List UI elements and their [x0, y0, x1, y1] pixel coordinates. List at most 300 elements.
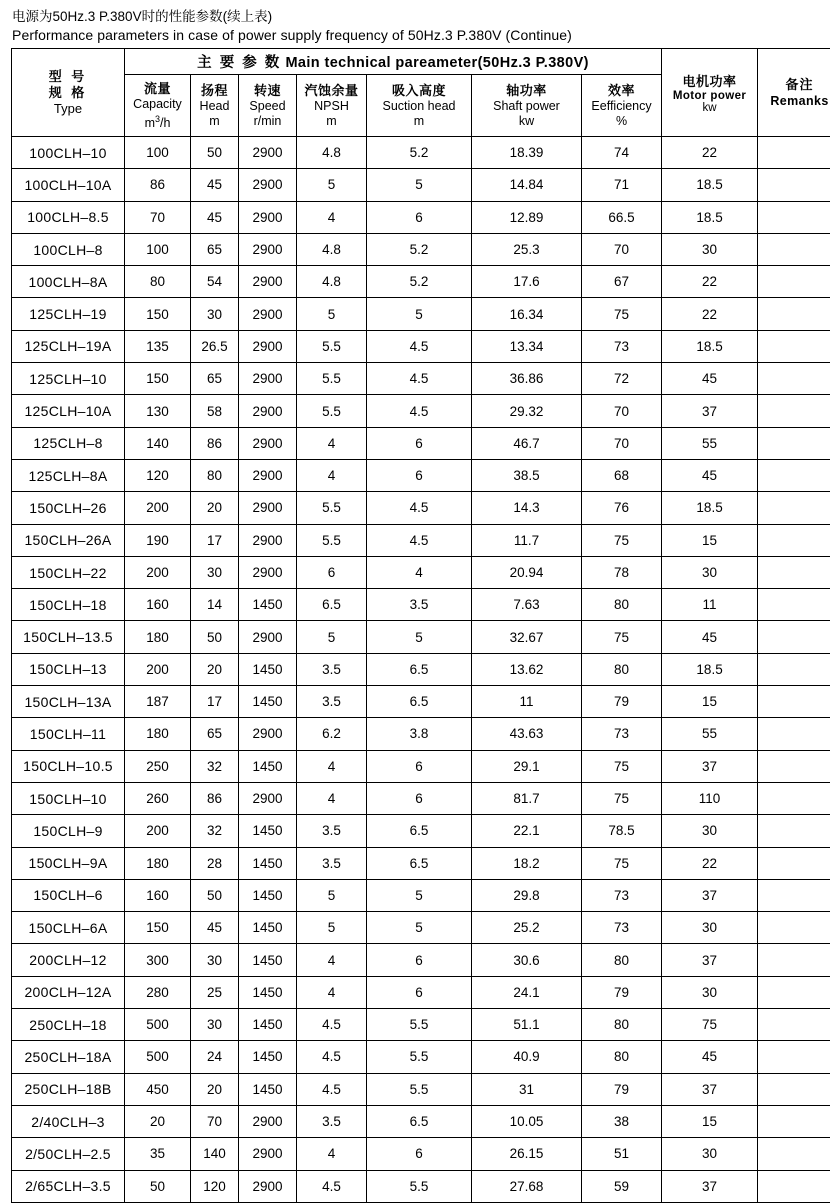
cell-speed: 2900	[239, 492, 297, 524]
cell-npsh: 5	[297, 621, 367, 653]
cell-remarks	[758, 363, 830, 395]
cell-capacity: 187	[125, 686, 191, 718]
cell-suction-head: 6.5	[367, 653, 472, 685]
cell-npsh: 4.5	[297, 1009, 367, 1041]
cell-suction-head: 6.5	[367, 815, 472, 847]
cell-head: 17	[191, 524, 239, 556]
cell-motor-power: 37	[662, 395, 758, 427]
cell-motor-power: 75	[662, 1009, 758, 1041]
cell-npsh: 3.5	[297, 686, 367, 718]
cell-efficiency: 79	[582, 976, 662, 1008]
cell-remarks	[758, 395, 830, 427]
cell-npsh: 5.5	[297, 524, 367, 556]
cell-motor-power: 18.5	[662, 653, 758, 685]
cell-remarks	[758, 589, 830, 621]
cell-speed: 1450	[239, 815, 297, 847]
cell-shaft-power: 14.3	[472, 492, 582, 524]
cell-remarks	[758, 524, 830, 556]
header-efficiency-unit: %	[582, 114, 661, 128]
cell-efficiency: 38	[582, 1105, 662, 1137]
cell-capacity: 450	[125, 1073, 191, 1105]
cell-type: 150CLH–9	[12, 815, 125, 847]
table-row	[12, 653, 830, 685]
cell-suction-head: 6	[367, 1138, 472, 1170]
cell-capacity: 140	[125, 427, 191, 459]
table-row	[12, 556, 830, 588]
cell-npsh: 4.8	[297, 137, 367, 169]
table-row	[12, 169, 830, 201]
cell-npsh: 4	[297, 782, 367, 814]
table-row	[12, 1041, 830, 1073]
cell-head: 50	[191, 137, 239, 169]
cell-type: 150CLH–13A	[12, 686, 125, 718]
cell-capacity: 200	[125, 653, 191, 685]
cell-remarks	[758, 298, 830, 330]
table-row	[12, 330, 830, 362]
cell-head: 17	[191, 686, 239, 718]
cell-efficiency: 66.5	[582, 201, 662, 233]
header-cell-npsh	[297, 75, 367, 137]
header-cell-remarks	[758, 49, 830, 137]
cell-type: 250CLH–18	[12, 1009, 125, 1041]
cell-shaft-power: 31	[472, 1073, 582, 1105]
table-row	[12, 589, 830, 621]
cell-suction-head: 5	[367, 621, 472, 653]
cell-motor-power: 22	[662, 137, 758, 169]
table-row	[12, 847, 830, 879]
cell-npsh: 5	[297, 879, 367, 911]
cell-shaft-power: 22.1	[472, 815, 582, 847]
cell-npsh: 6	[297, 556, 367, 588]
table-row	[12, 1073, 830, 1105]
cell-head: 65	[191, 718, 239, 750]
cell-capacity: 260	[125, 782, 191, 814]
cell-head: 30	[191, 556, 239, 588]
cell-head: 45	[191, 169, 239, 201]
cell-type: 150CLH–13	[12, 653, 125, 685]
cell-motor-power: 37	[662, 879, 758, 911]
cell-efficiency: 80	[582, 653, 662, 685]
cell-suction-head: 4.5	[367, 395, 472, 427]
cell-remarks	[758, 556, 830, 588]
cell-suction-head: 4	[367, 556, 472, 588]
cell-shaft-power: 16.34	[472, 298, 582, 330]
cell-motor-power: 45	[662, 1041, 758, 1073]
header-type-cn-line2: 规 格	[12, 85, 124, 101]
header-cell-motor-power	[662, 49, 758, 137]
cell-speed: 2900	[239, 427, 297, 459]
cell-suction-head: 5	[367, 298, 472, 330]
cell-efficiency: 59	[582, 1170, 662, 1202]
cell-motor-power: 18.5	[662, 492, 758, 524]
cell-efficiency: 80	[582, 1009, 662, 1041]
cell-efficiency: 51	[582, 1138, 662, 1170]
header-shaft-unit: kw	[472, 114, 581, 128]
cell-npsh: 4.5	[297, 1041, 367, 1073]
cell-speed: 2900	[239, 1170, 297, 1202]
cell-npsh: 5.5	[297, 363, 367, 395]
cell-speed: 2900	[239, 782, 297, 814]
cell-motor-power: 30	[662, 556, 758, 588]
cell-speed: 2900	[239, 524, 297, 556]
cell-capacity: 200	[125, 492, 191, 524]
cell-suction-head: 5.5	[367, 1073, 472, 1105]
cell-speed: 1450	[239, 653, 297, 685]
cell-speed: 2900	[239, 201, 297, 233]
cell-remarks	[758, 1041, 830, 1073]
cell-shaft-power: 38.5	[472, 459, 582, 491]
cell-remarks	[758, 944, 830, 976]
cell-head: 20	[191, 1073, 239, 1105]
table-row	[12, 233, 830, 265]
cell-efficiency: 80	[582, 1041, 662, 1073]
cell-suction-head: 6	[367, 201, 472, 233]
table-row	[12, 266, 830, 298]
cell-remarks	[758, 330, 830, 362]
cell-shaft-power: 29.1	[472, 750, 582, 782]
cell-suction-head: 5.2	[367, 266, 472, 298]
cell-suction-head: 5	[367, 169, 472, 201]
header-cell-head	[191, 75, 239, 137]
cell-capacity: 200	[125, 815, 191, 847]
cell-motor-power: 37	[662, 750, 758, 782]
cell-motor-power: 30	[662, 815, 758, 847]
cell-suction-head: 5.5	[367, 1170, 472, 1202]
table-row	[12, 459, 830, 491]
cell-npsh: 5	[297, 169, 367, 201]
cell-capacity: 120	[125, 459, 191, 491]
cell-shaft-power: 25.3	[472, 233, 582, 265]
cell-shaft-power: 36.86	[472, 363, 582, 395]
cell-capacity: 86	[125, 169, 191, 201]
cell-speed: 2900	[239, 330, 297, 362]
cell-suction-head: 6	[367, 782, 472, 814]
cell-capacity: 100	[125, 137, 191, 169]
cell-shaft-power: 51.1	[472, 1009, 582, 1041]
header-speed-en: Speed	[239, 99, 296, 114]
cell-motor-power: 18.5	[662, 201, 758, 233]
cell-suction-head: 6.5	[367, 1105, 472, 1137]
cell-npsh: 5.5	[297, 492, 367, 524]
cell-efficiency: 70	[582, 427, 662, 459]
cell-suction-head: 3.8	[367, 718, 472, 750]
cell-npsh: 4	[297, 944, 367, 976]
cell-speed: 2900	[239, 169, 297, 201]
cell-capacity: 200	[125, 556, 191, 588]
header-npsh-en: NPSH	[297, 99, 366, 114]
cell-type: 150CLH–22	[12, 556, 125, 588]
cell-head: 120	[191, 1170, 239, 1202]
cell-type: 150CLH–9A	[12, 847, 125, 879]
cell-npsh: 5.5	[297, 330, 367, 362]
cell-motor-power: 15	[662, 524, 758, 556]
cell-speed: 1450	[239, 1009, 297, 1041]
header-npsh-unit: m	[297, 114, 366, 128]
cell-suction-head: 6	[367, 427, 472, 459]
cell-type: 150CLH–26A	[12, 524, 125, 556]
cell-remarks	[758, 1170, 830, 1202]
cell-type: 200CLH–12	[12, 944, 125, 976]
cell-suction-head: 6	[367, 750, 472, 782]
cell-motor-power: 15	[662, 1105, 758, 1137]
cell-efficiency: 75	[582, 847, 662, 879]
cell-remarks	[758, 621, 830, 653]
cell-speed: 2900	[239, 298, 297, 330]
header-main-en: Main technical pareameter(50Hz.3 P.380V)	[285, 55, 588, 71]
cell-type: 125CLH–10A	[12, 395, 125, 427]
cell-remarks	[758, 427, 830, 459]
cell-npsh: 4.5	[297, 1170, 367, 1202]
cell-capacity: 190	[125, 524, 191, 556]
cell-head: 28	[191, 847, 239, 879]
table-row	[12, 1138, 830, 1170]
cell-shaft-power: 29.8	[472, 879, 582, 911]
cell-remarks	[758, 459, 830, 491]
cell-motor-power: 45	[662, 363, 758, 395]
table-header-group-row	[12, 49, 830, 75]
cell-capacity: 250	[125, 750, 191, 782]
cell-motor-power: 30	[662, 912, 758, 944]
cell-npsh: 4.8	[297, 233, 367, 265]
cell-shaft-power: 12.89	[472, 201, 582, 233]
cell-remarks	[758, 1073, 830, 1105]
cell-speed: 2900	[239, 233, 297, 265]
header-type-en: Type	[12, 101, 124, 117]
cell-shaft-power: 25.2	[472, 912, 582, 944]
header-cell-suction-head	[367, 75, 472, 137]
cell-capacity: 150	[125, 298, 191, 330]
cell-efficiency: 73	[582, 912, 662, 944]
cell-suction-head: 6.5	[367, 847, 472, 879]
cell-remarks	[758, 266, 830, 298]
cell-head: 30	[191, 298, 239, 330]
cell-remarks	[758, 782, 830, 814]
cell-npsh: 4	[297, 459, 367, 491]
cell-motor-power: 110	[662, 782, 758, 814]
table-row	[12, 1170, 830, 1202]
cell-efficiency: 75	[582, 782, 662, 814]
cell-npsh: 6.5	[297, 589, 367, 621]
cell-type: 100CLH–8	[12, 233, 125, 265]
cell-efficiency: 70	[582, 395, 662, 427]
cell-capacity: 180	[125, 621, 191, 653]
table-row	[12, 298, 830, 330]
cell-npsh: 5	[297, 912, 367, 944]
performance-parameters-table	[11, 48, 830, 1203]
table-row	[12, 524, 830, 556]
cell-speed: 2900	[239, 621, 297, 653]
cell-suction-head: 5.2	[367, 233, 472, 265]
header-suction-unit: m	[367, 114, 471, 128]
cell-speed: 1450	[239, 1073, 297, 1105]
cell-shaft-power: 43.63	[472, 718, 582, 750]
cell-npsh: 3.5	[297, 815, 367, 847]
table-row	[12, 944, 830, 976]
cell-npsh: 4	[297, 976, 367, 1008]
cell-suction-head: 5.5	[367, 1041, 472, 1073]
cell-type: 100CLH–10	[12, 137, 125, 169]
cell-capacity: 35	[125, 1138, 191, 1170]
header-capacity-unit: $m^3/h$	[125, 112, 190, 130]
cell-type: 125CLH–19A	[12, 330, 125, 362]
cell-efficiency: 71	[582, 169, 662, 201]
cell-speed: 1450	[239, 589, 297, 621]
cell-speed: 1450	[239, 912, 297, 944]
header-motor-en: Motor power	[662, 90, 757, 102]
cell-speed: 2900	[239, 363, 297, 395]
cell-capacity: 70	[125, 201, 191, 233]
cell-head: 14	[191, 589, 239, 621]
table-row	[12, 750, 830, 782]
header-head-en: Head	[191, 99, 238, 114]
cell-type: 150CLH–6	[12, 879, 125, 911]
cell-remarks	[758, 1138, 830, 1170]
cell-suction-head: 6.5	[367, 686, 472, 718]
cell-head: 70	[191, 1105, 239, 1137]
cell-remarks	[758, 847, 830, 879]
cell-speed: 1450	[239, 750, 297, 782]
cell-capacity: 180	[125, 718, 191, 750]
cell-npsh: 6.2	[297, 718, 367, 750]
cell-shaft-power: 30.6	[472, 944, 582, 976]
header-cell-capacity	[125, 75, 191, 137]
cell-suction-head: 4.5	[367, 492, 472, 524]
cell-type: 150CLH–10	[12, 782, 125, 814]
header-type-cn-line1: 型 号	[12, 69, 124, 85]
cell-npsh: 4.8	[297, 266, 367, 298]
cell-type: 125CLH–8A	[12, 459, 125, 491]
cell-shaft-power: 18.2	[472, 847, 582, 879]
cell-suction-head: 4.5	[367, 330, 472, 362]
cell-efficiency: 79	[582, 1073, 662, 1105]
header-efficiency-en: Eefficiency	[582, 99, 661, 114]
cell-type: 150CLH–10.5	[12, 750, 125, 782]
cell-suction-head: 4.5	[367, 524, 472, 556]
page-title-chinese: 电源为50Hz.3 P.380V时的性能参数(续上表)	[12, 8, 820, 25]
cell-remarks	[758, 912, 830, 944]
cell-efficiency: 73	[582, 330, 662, 362]
cell-capacity: 80	[125, 266, 191, 298]
cell-efficiency: 76	[582, 492, 662, 524]
cell-motor-power: 15	[662, 686, 758, 718]
cell-type: 150CLH–26	[12, 492, 125, 524]
cell-suction-head: 3.5	[367, 589, 472, 621]
cell-speed: 2900	[239, 266, 297, 298]
cell-head: 26.5	[191, 330, 239, 362]
header-remarks-en: Remanks	[758, 93, 830, 109]
cell-motor-power: 18.5	[662, 169, 758, 201]
cell-head: 30	[191, 944, 239, 976]
cell-shaft-power: 40.9	[472, 1041, 582, 1073]
cell-head: 86	[191, 782, 239, 814]
cell-head: 20	[191, 653, 239, 685]
header-suction-en: Suction head	[367, 99, 471, 114]
header-speed-unit: r/min	[239, 114, 296, 128]
cell-type: 2/50CLH–2.5	[12, 1138, 125, 1170]
cell-npsh: 4	[297, 201, 367, 233]
table-row	[12, 1105, 830, 1137]
cell-speed: 2900	[239, 1138, 297, 1170]
cell-shaft-power: 10.05	[472, 1105, 582, 1137]
header-cell-speed	[239, 75, 297, 137]
cell-suction-head: 5	[367, 879, 472, 911]
cell-shaft-power: 20.94	[472, 556, 582, 588]
cell-capacity: 100	[125, 233, 191, 265]
cell-type: 125CLH–19	[12, 298, 125, 330]
cell-head: 65	[191, 363, 239, 395]
cell-speed: 1450	[239, 847, 297, 879]
cell-efficiency: 70	[582, 233, 662, 265]
header-head-cn: 扬程	[191, 83, 238, 99]
cell-motor-power: 55	[662, 718, 758, 750]
cell-capacity: 135	[125, 330, 191, 362]
cell-head: 32	[191, 815, 239, 847]
header-capacity-cn: 流量	[125, 81, 190, 97]
table-row	[12, 879, 830, 911]
cell-remarks	[758, 879, 830, 911]
cell-npsh: 3.5	[297, 1105, 367, 1137]
header-cell-efficiency	[582, 75, 662, 137]
cell-capacity: 500	[125, 1041, 191, 1073]
cell-npsh: 4	[297, 427, 367, 459]
cell-shaft-power: 11	[472, 686, 582, 718]
cell-shaft-power: 13.34	[472, 330, 582, 362]
cell-capacity: 160	[125, 879, 191, 911]
cell-npsh: 3.5	[297, 653, 367, 685]
cell-speed: 2900	[239, 556, 297, 588]
cell-efficiency: 68	[582, 459, 662, 491]
table-row	[12, 427, 830, 459]
header-shaft-cn: 轴功率	[472, 83, 581, 99]
cell-capacity: 50	[125, 1170, 191, 1202]
cell-motor-power: 30	[662, 1138, 758, 1170]
cell-npsh: 3.5	[297, 847, 367, 879]
cell-motor-power: 45	[662, 459, 758, 491]
table-row	[12, 686, 830, 718]
cell-type: 100CLH–8.5	[12, 201, 125, 233]
table-row	[12, 976, 830, 1008]
table-row	[12, 815, 830, 847]
cell-head: 80	[191, 459, 239, 491]
cell-speed: 1450	[239, 1041, 297, 1073]
cell-shaft-power: 17.6	[472, 266, 582, 298]
cell-motor-power: 18.5	[662, 330, 758, 362]
cell-head: 50	[191, 879, 239, 911]
cell-type: 125CLH–8	[12, 427, 125, 459]
cell-npsh: 5	[297, 298, 367, 330]
cell-efficiency: 67	[582, 266, 662, 298]
cell-remarks	[758, 815, 830, 847]
cell-capacity: 130	[125, 395, 191, 427]
cell-type: 2/65CLH–3.5	[12, 1170, 125, 1202]
header-cell-shaft-power	[472, 75, 582, 137]
header-shaft-en: Shaft power	[472, 99, 581, 114]
cell-type: 150CLH–18	[12, 589, 125, 621]
cell-efficiency: 75	[582, 750, 662, 782]
header-capacity-en: Capacity	[125, 97, 190, 112]
cell-type: 100CLH–10A	[12, 169, 125, 201]
cell-type: 200CLH–12A	[12, 976, 125, 1008]
cell-head: 32	[191, 750, 239, 782]
cell-head: 30	[191, 1009, 239, 1041]
cell-motor-power: 30	[662, 976, 758, 1008]
table-row	[12, 395, 830, 427]
cell-shaft-power: 32.67	[472, 621, 582, 653]
cell-capacity: 160	[125, 589, 191, 621]
cell-remarks	[758, 137, 830, 169]
cell-suction-head: 5.5	[367, 1009, 472, 1041]
header-speed-cn: 转速	[239, 83, 296, 99]
